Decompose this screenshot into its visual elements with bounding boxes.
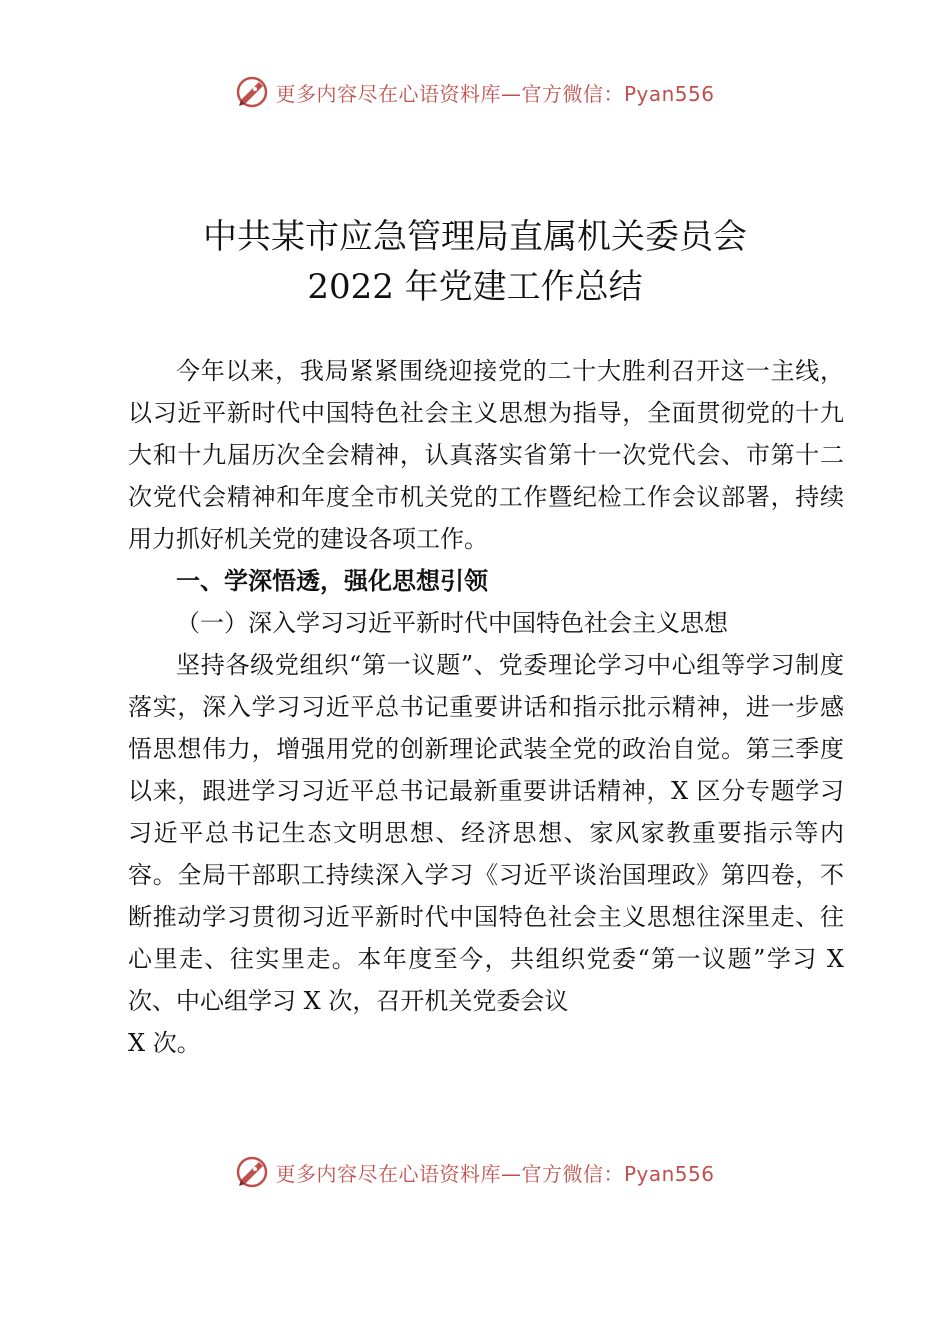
intro-paragraph: 今年以来，我局紧紧围绕迎接党的二十大胜利召开这一主线，以习近平新时代中国特色社会主义思想为指导，全面贯彻党的十九大和十九届历次全会精神，认真落实省第十一次党代会、市第十二次党代会精神和年度全市机关党的工作暨纪检工作会议部署，持续用力抓好机关党的建设各项工作。 <box>128 357 844 553</box>
watermark-banner-top <box>0 72 950 112</box>
watermark-banner-bottom <box>0 1152 950 1192</box>
pen-nib-logo-icon <box>235 75 269 109</box>
watermark-text: 更多内容尽在心语资料库—官方微信：Pyan556 <box>275 1161 715 1186</box>
document-title <box>0 212 950 312</box>
section-heading: 一、学深悟透，强化思想引领 <box>176 567 488 595</box>
subsection-paragraph: 坚持各级党组织“第一议题”、党委理论学习中心组等学习制度落实，深入学习习近平总书记重要讲话和指示批示精神，进一步感悟思想伟力，增强用党的创新理论武装全党的政治自觉。第三季度以来，跟进学习习近平总书记最新重要讲话精神，X 区分专题学习习近平总书记生态文明思想、经济思想、家风家教重要指示等内容。全局干部职工持续深入学习《习近平谈治国理政》第四卷，不断推动学习贯彻习近平新时代中国特色社会主义思想往深里走、往心里走、往实里走。本年度至今，共组织党委“第一议题”学习 X 次、中心组学习 X 次，召开机关党委会议 <box>128 651 844 1015</box>
title-line-2: 2022 年党建工作总结 <box>307 267 643 307</box>
watermark-text: 更多内容尽在心语资料库—官方微信：Pyan556 <box>275 81 715 106</box>
title-line-1: 中共某市应急管理局直属机关委员会 <box>203 217 747 257</box>
subsection-paragraph-tail: X 次。 <box>128 1029 201 1057</box>
pen-nib-logo-icon <box>235 1155 269 1189</box>
document-body <box>128 350 844 1064</box>
subsection-heading: （一）深入学习习近平新时代中国特色社会主义思想 <box>176 609 728 637</box>
